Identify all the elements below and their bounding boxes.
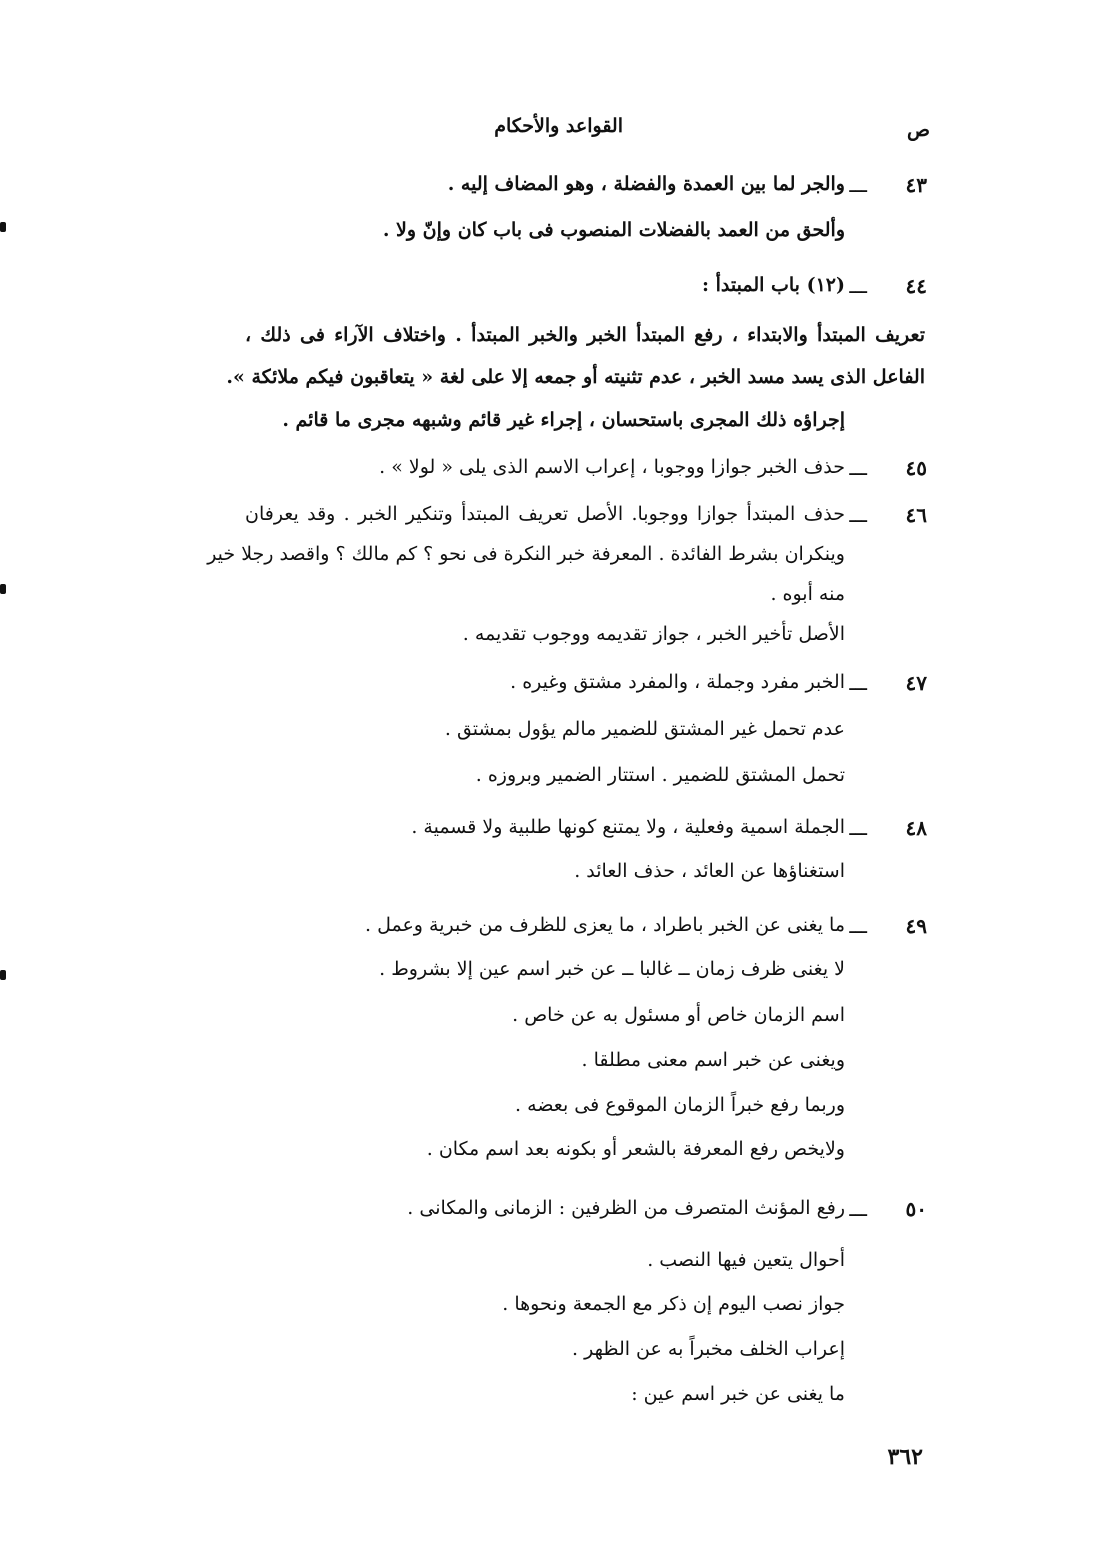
section-label: ص — [907, 119, 930, 141]
entry-number-45: ٤٥ — [905, 456, 927, 480]
entry-number-50: ٥٠ — [905, 1197, 927, 1221]
entry-50-line-5: ما يغنى عن خبر اسم عين : — [631, 1383, 845, 1405]
entry-number-43: ٤٣ — [905, 173, 927, 197]
entry-number-46: ٤٦ — [905, 503, 927, 527]
entry-47-line-3: تحمل المشتق للضمير . استتار الضمير وبروزه . — [475, 764, 845, 786]
entry-47-line-2: عدم تحمل غير المشتق للضمير مالم يؤول بمشتق . — [444, 718, 845, 740]
entry-number-44: ٤٤ — [905, 274, 927, 298]
binding-hole-mark — [0, 222, 6, 232]
entry-number-49: ٤٩ — [905, 914, 927, 938]
entry-44-line-3: إجراؤه ذلك المجرى باستحسان ، إجراء غير قائم وشبهه مجرى ما قائم . — [282, 409, 845, 431]
entry-number-48: ٤٨ — [905, 816, 927, 840]
entry-50-line-1: رفع المؤنث المتصرف من الظرفين : الزمانى والمكانى . — [407, 1197, 845, 1219]
binding-hole-mark — [0, 970, 6, 980]
running-title: القواعد والأحكام — [494, 115, 623, 137]
entry-50-line-4: إعراب الخلف مخبراً به عن الظهر . — [572, 1338, 845, 1360]
entry-48-line-1: الجملة اسمية وفعلية ، ولا يمتنع كونها طلبية ولا قسمية . — [411, 816, 845, 838]
entry-49-line-1: ما يغنى عن الخبر باطراد ، ما يعزى للظرف من خبرية وعمل . — [365, 914, 845, 936]
entry-49-line-5: وربما رفع خبراً الزمان الموقوع فى بعضه . — [515, 1094, 845, 1116]
entry-44-line-2: الفاعل الذى يسد مسد الخبر ، عدم تثنيته أو جمعه إلا على لغة « يتعاقبون فيكم ملائكة ». — [226, 366, 925, 388]
entry-49-line-6: ولايخص رفع المعرفة بالشعر أو بكونه بعد اسم مكان . — [426, 1138, 845, 1160]
entry-dash-48: ـــ — [849, 816, 867, 840]
binding-hole-mark — [0, 584, 6, 594]
entry-dash-49: ـــ — [849, 914, 867, 938]
entry-dash-43: ـــ — [849, 173, 867, 197]
entry-dash-46: ـــ — [849, 503, 867, 527]
entry-43-line-1: والجر لما بين العمدة والفضلة ، وهو المضاف إليه . — [447, 173, 845, 195]
entry-dash-47: ـــ — [849, 671, 867, 695]
page-number: ٣٦٢ — [887, 1444, 923, 1470]
entry-50-line-3: جواز نصب اليوم إن ذكر مع الجمعة ونحوها . — [502, 1293, 845, 1315]
entry-46-line-4: الأصل تأخير الخبر ، جواز تقديمه ووجوب تقديمه . — [462, 623, 845, 645]
entry-49-line-3: اسم الزمان خاص أو مسئول به عن خاص . — [512, 1004, 845, 1026]
entry-50-line-2: أحوال يتعين فيها النصب . — [647, 1249, 845, 1271]
entry-49-line-4: ويغنى عن خبر اسم معنى مطلقا . — [581, 1049, 845, 1071]
entry-44-line-1: تعريف المبتدأ والابتداء ، رفع المبتدأ الخبر والخبر المبتدأ . واختلاف الآراء فى ذلك ، — [245, 324, 925, 346]
entry-45-line-1: حذف الخبر جوازا ووجوبا ، إعراب الاسم الذى يلى « لولا » . — [379, 456, 845, 478]
entry-47-line-1: الخبر مفرد وجملة ، والمفرد مشتق وغيره . — [510, 671, 845, 693]
entry-dash-45: ـــ — [849, 456, 867, 480]
entry-46-line-2: وينكران بشرط الفائدة . المعرفة خبر النكرة فى نحو ؟ كم مالك ؟ واقصد رجلا خير — [207, 543, 845, 565]
entry-48-line-2: استغناؤها عن العائد ، حذف العائد . — [574, 860, 845, 882]
entry-46-line-3: منه أبوه . — [770, 583, 845, 605]
entry-46-line-1: حذف المبتدأ جوازا ووجوبا. الأصل تعريف المبتدأ وتنكير الخبر . وقد يعرفان — [245, 503, 845, 525]
entry-dash-44: ـــ — [849, 274, 867, 298]
entry-49-line-2: لا يغنى ظرف زمان ــ غالبا ــ عن خبر اسم عين إلا بشروط . — [379, 958, 845, 980]
entry-43-line-2: وألحق من العمد بالفضلات المنصوب فى باب كان وإنّ ولا . — [382, 219, 845, 241]
entry-44-title: (١٢) باب المبتدأ : — [701, 274, 845, 296]
entry-number-47: ٤٧ — [905, 671, 927, 695]
entry-dash-50: ـــ — [849, 1197, 867, 1221]
